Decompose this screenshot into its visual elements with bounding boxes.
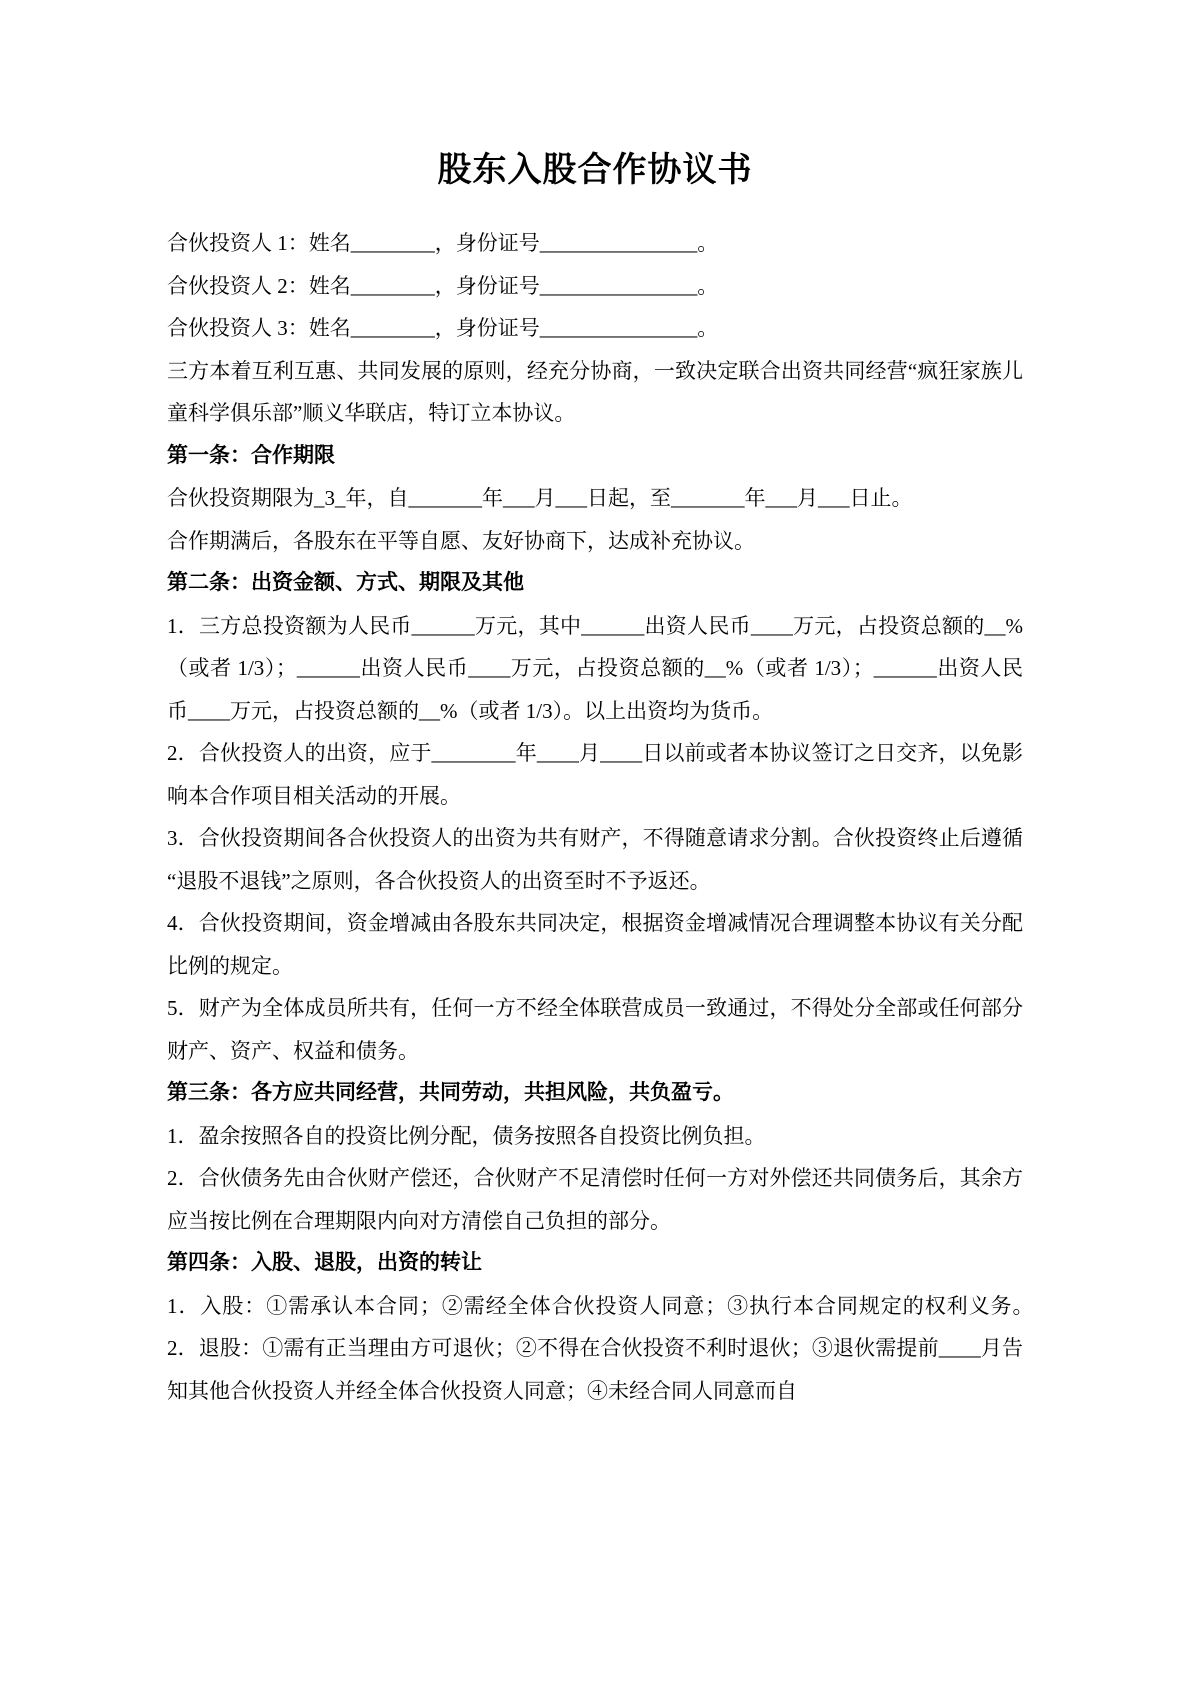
paragraph: 三方本着互利互惠、共同发展的原则，经充分协商，一致决定联合出资共同经营“疯狂家族儿童科学俱乐部”顺义华联店，特订立本协议。 <box>167 358 1023 425</box>
paragraph: 合伙投资人 1：姓名________，身份证号_______________。 <box>167 231 719 255</box>
document-body <box>167 222 1065 1412</box>
paragraph: 合伙投资人 3：姓名________，身份证号_______________。 <box>167 316 719 340</box>
paragraph: 1．三方总投资额为人民币______万元，其中______出资人民币____万元，占投资总额的__%（或者 1/3）；______出资人民币____万元，占投资总额的__%（或者 1/3）；______出资人民币____万元，占投资总额的__%（或者 1/3）。以上出资均为货币。 <box>167 613 1023 723</box>
paragraph: 合作期满后，各股东在平等自愿、友好协商下，达成补充协议。 <box>167 528 755 553</box>
paragraph: 合伙投资人 2：姓名________，身份证号_______________。 <box>167 273 719 298</box>
paragraph: 3．合伙投资期间各合伙投资人的出资为共有财产，不得随意请求分割。合伙投资终止后遵循“退股不退钱”之原则，各合伙投资人的出资至时不予返还。 <box>167 826 1023 893</box>
section-heading: 第三条：各方应共同经营，共同劳动，共担风险，共负盈亏。 <box>167 1081 734 1104</box>
section-heading: 第二条：出资金额、方式、期限及其他 <box>167 571 524 594</box>
section-heading: 第四条：入股、退股，出资的转让 <box>167 1251 482 1274</box>
paragraph: 1．盈余按照各自的投资比例分配，债务按照各自投资比例负担。 <box>167 1123 766 1148</box>
paragraph: 4．合伙投资期间，资金增减由各股东共同决定，根据资金增减情况合理调整本协议有关分配比例的规定。 <box>167 911 1023 978</box>
paragraph: 合伙投资期限为_3_年，自_______年___月___日起，至_______年___月___日止。 <box>167 486 913 510</box>
paragraph: 1．入股：①需承认本合同；②需经全体合伙投资人同意；③执行本合同规定的权利义务。 2．退股：①需有正当理由方可退伙；②不得在合伙投资不利时退伙；③退伙需提前____月告知其他合伙投资人并经全体合伙投资人同意；④未经合同人同意而自 <box>167 1293 1065 1403</box>
section-heading: 第一条：合作期限 <box>167 443 335 467</box>
paragraph: 5．财产为全体成员所共有，任何一方不经全体联营成员一致通过，不得处分全部或任何部分财产、资产、权益和债务。 <box>167 996 1023 1063</box>
paragraph: 2．合伙债务先由合伙财产偿还，合伙财产不足清偿时任何一方对外偿还共同债务后，其余方应当按比例在合理期限内向对方清偿自己负担的部分。 <box>167 1166 1023 1233</box>
document-title: 股东入股合作协议书 <box>437 152 753 189</box>
paragraph: 2．合伙投资人的出资，应于________年____月____日以前或者本协议签订之日交齐，以免影响本合作项目相关活动的开展。 <box>167 741 1023 808</box>
